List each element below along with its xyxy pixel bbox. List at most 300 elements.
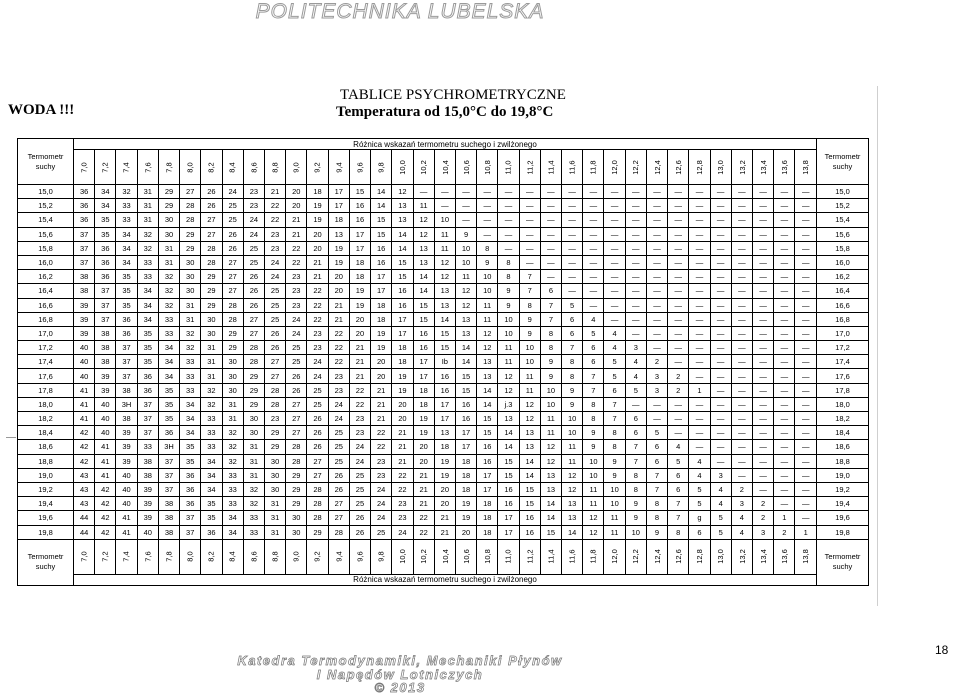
table-cell: 34 <box>158 341 179 355</box>
table-cell: 19 <box>307 213 328 227</box>
table-cell: 15 <box>392 255 413 269</box>
row-temperature-label-right: 17,0 <box>817 326 869 340</box>
table-cell: — <box>625 326 646 340</box>
table-cell: 10 <box>583 454 604 468</box>
table-row <box>18 326 869 340</box>
table-cell: 18 <box>455 454 476 468</box>
table-cell: 7 <box>668 497 689 511</box>
document-title: TABLICE PSYCHROMETRYCZNE <box>340 87 566 103</box>
table-cell: — <box>604 241 625 255</box>
table-cell: 11 <box>434 227 455 241</box>
table-cell: 14 <box>371 199 392 213</box>
column-header-label: 11,4 <box>546 159 556 175</box>
table-cell: — <box>774 241 795 255</box>
table-cell: 28 <box>307 511 328 525</box>
table-cell: — <box>731 213 752 227</box>
table-cell: 12 <box>583 511 604 525</box>
table-cell: 7 <box>519 270 540 284</box>
table-cell: 16 <box>392 284 413 298</box>
table-cell: 35 <box>158 383 179 397</box>
table-cell: 15 <box>519 482 540 496</box>
table-cell: — <box>498 199 519 213</box>
table-cell: 6 <box>562 326 583 340</box>
column-footer-label: 9,0 <box>291 551 301 562</box>
table-cell: — <box>668 326 689 340</box>
table-cell: — <box>625 270 646 284</box>
table-cell: 34 <box>158 355 179 369</box>
table-cell: 9 <box>583 440 604 454</box>
table-cell: — <box>795 298 817 312</box>
table-cell: 35 <box>116 270 137 284</box>
table-cell: — <box>731 355 752 369</box>
row-temperature-label-right: 16,2 <box>817 270 869 284</box>
table-cell: — <box>774 369 795 383</box>
column-footer <box>731 539 752 574</box>
table-cell: 41 <box>95 454 116 468</box>
table-cell: 11 <box>540 412 561 426</box>
table-cell: — <box>583 284 604 298</box>
table-cell: 19 <box>392 369 413 383</box>
table-cell: 37 <box>158 468 179 482</box>
table-cell: 22 <box>328 341 349 355</box>
column-header-label: 12,8 <box>694 159 704 175</box>
column-header-label: 10,8 <box>482 159 492 175</box>
column-footer <box>413 539 434 574</box>
table-cell: Ib <box>434 355 455 369</box>
table-cell: — <box>668 213 689 227</box>
table-cell: 30 <box>180 255 201 269</box>
table-cell: — <box>710 412 731 426</box>
table-cell: 24 <box>328 412 349 426</box>
table-cell: 40 <box>95 397 116 411</box>
column-footer-label: 13,4 <box>758 549 768 564</box>
table-cell: — <box>795 468 817 482</box>
table-cell: 5 <box>646 426 667 440</box>
table-cell: — <box>689 341 710 355</box>
corner-label-line: suchy <box>35 562 56 572</box>
table-cell: 10 <box>455 255 476 269</box>
column-header-label: 7,4 <box>122 161 132 173</box>
table-cell: — <box>646 213 667 227</box>
column-header-label: 13,8 <box>801 159 811 175</box>
table-cell: 14 <box>540 511 561 525</box>
table-cell: 21 <box>286 213 307 227</box>
table-cell: 20 <box>349 312 370 326</box>
table-cell: 15 <box>455 383 476 397</box>
table-cell: 24 <box>243 227 264 241</box>
table-cell: 3H <box>158 440 179 454</box>
table-cell: — <box>710 369 731 383</box>
table-cell: — <box>710 185 731 199</box>
table-cell: 8 <box>498 255 519 269</box>
table-cell: — <box>710 426 731 440</box>
column-header-label: 13,2 <box>737 159 747 175</box>
corner-label-line: suchy <box>35 161 56 171</box>
table-cell: 18 <box>349 270 370 284</box>
table-cell: 25 <box>349 468 370 482</box>
column-footer-label: 11,6 <box>567 549 577 564</box>
table-cell: 17 <box>371 270 392 284</box>
column-footer <box>753 539 774 574</box>
table-cell: 17 <box>434 397 455 411</box>
table-cell: 31 <box>222 412 243 426</box>
table-cell: 34 <box>95 199 116 213</box>
row-temperature-label: 15,8 <box>18 241 74 255</box>
table-cell: 35 <box>116 298 137 312</box>
table-cell: 31 <box>158 255 179 269</box>
table-cell: 40 <box>116 497 137 511</box>
column-footer <box>668 539 689 574</box>
column-footer-label: 10,4 <box>440 549 450 564</box>
column-header <box>434 150 455 185</box>
table-cell: 38 <box>95 341 116 355</box>
table-cell: 30 <box>243 412 264 426</box>
table-cell: 27 <box>264 369 285 383</box>
table-cell: 23 <box>328 369 349 383</box>
table-cell: 29 <box>158 199 179 213</box>
row-temperature-label: 15,0 <box>18 185 74 199</box>
table-cell: 37 <box>137 397 158 411</box>
table-cell: — <box>795 255 817 269</box>
table-cell: 27 <box>307 454 328 468</box>
table-cell: 17 <box>392 312 413 326</box>
table-cell: — <box>795 185 817 199</box>
column-footer-label: 13,2 <box>737 549 747 564</box>
table-cell: 12 <box>498 383 519 397</box>
table-cell: 32 <box>222 440 243 454</box>
table-cell: 8 <box>646 497 667 511</box>
table-cell: 16 <box>392 298 413 312</box>
table-cell: 14 <box>371 185 392 199</box>
table-cell: 35 <box>201 511 222 525</box>
column-header-label: 8,6 <box>249 161 259 173</box>
table-cell: 30 <box>222 369 243 383</box>
table-cell: 31 <box>137 185 158 199</box>
table-cell: — <box>731 255 752 269</box>
table-cell: 37 <box>95 312 116 326</box>
table-cell: 14 <box>477 397 498 411</box>
table-cell: — <box>583 185 604 199</box>
table-cell: 22 <box>413 525 434 539</box>
table-cell: 27 <box>286 397 307 411</box>
table-cell: 13 <box>519 426 540 440</box>
table-cell: 11 <box>604 511 625 525</box>
table-cell: 33 <box>243 511 264 525</box>
table-cell: 17 <box>349 227 370 241</box>
table-cell: 25 <box>328 440 349 454</box>
row-temperature-label-right: 19,6 <box>817 511 869 525</box>
table-cell: 32 <box>137 241 158 255</box>
table-cell: 18 <box>371 298 392 312</box>
table-cell: 23 <box>349 412 370 426</box>
table-cell: 33 <box>137 270 158 284</box>
institution-header: POLITECHNIKA LUBELSKA <box>255 0 545 23</box>
table-cell: 37 <box>116 341 137 355</box>
table-cell: 26 <box>222 227 243 241</box>
table-cell: 27 <box>201 213 222 227</box>
column-header <box>646 150 667 185</box>
table-cell: 36 <box>116 312 137 326</box>
table-cell: 21 <box>392 426 413 440</box>
row-temperature-label: 16,4 <box>18 284 74 298</box>
table-cell: — <box>731 440 752 454</box>
column-footer <box>710 539 731 574</box>
table-cell: 41 <box>74 412 95 426</box>
table-row <box>18 312 869 326</box>
table-cell: — <box>583 298 604 312</box>
table-cell: — <box>710 213 731 227</box>
table-cell: 29 <box>201 298 222 312</box>
table-cell: 35 <box>180 454 201 468</box>
table-cell: 39 <box>74 312 95 326</box>
table-cell: 9 <box>540 369 561 383</box>
table-cell: 15 <box>434 326 455 340</box>
table-cell: 1 <box>689 383 710 397</box>
table-cell: — <box>477 199 498 213</box>
table-cell: 35 <box>95 227 116 241</box>
table-cell: 16 <box>455 397 476 411</box>
table-cell: 27 <box>286 426 307 440</box>
table-cell: — <box>753 397 774 411</box>
column-footer <box>689 539 710 574</box>
table-cell: 10 <box>434 213 455 227</box>
table-cell: 22 <box>349 397 370 411</box>
table-cell: 33 <box>180 355 201 369</box>
column-footer-label: 9,2 <box>313 551 323 562</box>
table-cell: — <box>583 255 604 269</box>
table-cell: 24 <box>392 525 413 539</box>
table-cell: 13 <box>498 412 519 426</box>
table-cell: — <box>731 383 752 397</box>
table-cell: — <box>774 213 795 227</box>
table-cell: 18 <box>307 185 328 199</box>
table-cell: 42 <box>74 454 95 468</box>
table-cell: 24 <box>286 312 307 326</box>
table-cell: — <box>795 454 817 468</box>
table-cell: 19 <box>392 383 413 397</box>
table-cell: 11 <box>519 369 540 383</box>
table-cell: 4 <box>604 326 625 340</box>
table-cell: 9 <box>583 426 604 440</box>
table-cell: — <box>710 326 731 340</box>
table-cell: 2 <box>668 369 689 383</box>
table-cell: 25 <box>264 298 285 312</box>
table-cell: — <box>668 341 689 355</box>
row-temperature-label: 19,0 <box>18 468 74 482</box>
table-cell: 32 <box>201 383 222 397</box>
table-cell: 21 <box>371 397 392 411</box>
table-cell: 23 <box>307 326 328 340</box>
table-cell: — <box>625 213 646 227</box>
table-cell: 29 <box>201 270 222 284</box>
table-cell: 20 <box>392 397 413 411</box>
table-cell: — <box>731 326 752 340</box>
column-footer <box>455 539 476 574</box>
table-cell: 10 <box>477 270 498 284</box>
table-cell: — <box>774 270 795 284</box>
table-cell: 28 <box>243 355 264 369</box>
table-cell: 36 <box>74 199 95 213</box>
table-cell: 15 <box>371 213 392 227</box>
table-cell: — <box>774 312 795 326</box>
table-cell: 32 <box>222 454 243 468</box>
table-cell: 3 <box>753 525 774 539</box>
table-cell: — <box>774 227 795 241</box>
column-header <box>158 150 179 185</box>
table-cell: 31 <box>137 199 158 213</box>
table-cell: — <box>562 270 583 284</box>
table-cell: 11 <box>434 241 455 255</box>
column-footer-label: 13,8 <box>801 549 811 564</box>
corner-label-line: Termometr <box>27 552 64 562</box>
table-cell: — <box>668 312 689 326</box>
table-cell: 5 <box>583 326 604 340</box>
column-footer <box>540 539 561 574</box>
table-cell: 28 <box>201 241 222 255</box>
table-cell: 10 <box>498 312 519 326</box>
table-cell: 15 <box>413 312 434 326</box>
column-footer-label: 7,0 <box>79 551 89 562</box>
table-cell: 15 <box>455 369 476 383</box>
table-cell: 28 <box>222 298 243 312</box>
column-footer-label: 11,4 <box>546 549 556 564</box>
table-cell: — <box>753 298 774 312</box>
table-cell: 42 <box>95 497 116 511</box>
table-cell: 21 <box>392 454 413 468</box>
row-temperature-label: 15,6 <box>18 227 74 241</box>
table-row <box>18 497 869 511</box>
table-cell: 8 <box>540 341 561 355</box>
table-cell: — <box>540 185 561 199</box>
row-temperature-label-right: 18,8 <box>817 454 869 468</box>
bottom-left-dry-thermometer-header <box>18 539 74 585</box>
row-temperature-label-right: 16,8 <box>817 312 869 326</box>
table-cell: 30 <box>286 511 307 525</box>
table-cell: 18 <box>413 397 434 411</box>
table-cell: — <box>710 397 731 411</box>
table-cell: 12 <box>477 341 498 355</box>
table-cell: 12 <box>434 255 455 269</box>
row-temperature-label: 17,2 <box>18 341 74 355</box>
table-cell: — <box>795 241 817 255</box>
row-temperature-label-right: 18,0 <box>817 397 869 411</box>
column-header <box>392 150 413 185</box>
table-cell: 7 <box>604 412 625 426</box>
table-cell: 27 <box>307 468 328 482</box>
table-cell: 35 <box>180 440 201 454</box>
table-cell: — <box>689 426 710 440</box>
table-row <box>18 185 869 199</box>
column-header-label: 9,6 <box>355 161 365 173</box>
table-cell: — <box>604 298 625 312</box>
column-header-label: 12,0 <box>610 159 620 175</box>
table-cell: 31 <box>180 312 201 326</box>
table-cell: 25 <box>349 497 370 511</box>
column-footer <box>95 539 116 574</box>
table-cell: 36 <box>116 326 137 340</box>
table-cell: 24 <box>349 454 370 468</box>
table-cell: 38 <box>137 468 158 482</box>
row-temperature-label: 17,6 <box>18 369 74 383</box>
table-cell: — <box>583 213 604 227</box>
table-cell: 33 <box>116 199 137 213</box>
table-cell: — <box>604 255 625 269</box>
table-cell: 9 <box>562 383 583 397</box>
table-cell: — <box>753 312 774 326</box>
table-cell: 29 <box>243 369 264 383</box>
table-cell: — <box>795 440 817 454</box>
table-cell: — <box>731 270 752 284</box>
table-cell: 27 <box>222 284 243 298</box>
table-cell: — <box>710 199 731 213</box>
table-cell: 17 <box>477 482 498 496</box>
table-cell: 26 <box>222 241 243 255</box>
table-cell: 22 <box>349 383 370 397</box>
table-cell: — <box>540 270 561 284</box>
temperature-range-subtitle: Temperatura od 15,0°C do 19,8°C <box>336 104 554 120</box>
table-cell: — <box>774 497 795 511</box>
table-cell: 16 <box>371 255 392 269</box>
column-footer <box>625 539 646 574</box>
table-cell: 33 <box>222 468 243 482</box>
table-cell: 36 <box>95 255 116 269</box>
table-cell: 21 <box>413 497 434 511</box>
table-cell: 33 <box>116 213 137 227</box>
table-cell: 8 <box>604 440 625 454</box>
table-cell: — <box>795 482 817 496</box>
table-cell: 31 <box>201 341 222 355</box>
table-cell: — <box>646 241 667 255</box>
table-cell: 31 <box>264 511 285 525</box>
table-cell: — <box>710 383 731 397</box>
column-header <box>753 150 774 185</box>
table-cell: 31 <box>243 440 264 454</box>
column-header <box>74 150 95 185</box>
table-cell: — <box>710 355 731 369</box>
table-cell: — <box>646 270 667 284</box>
table-cell: — <box>774 284 795 298</box>
table-cell: 34 <box>201 482 222 496</box>
table-cell: — <box>519 213 540 227</box>
row-temperature-label: 19,8 <box>18 525 74 539</box>
column-footer-label: 9,8 <box>376 551 386 562</box>
table-cell: 40 <box>116 468 137 482</box>
table-cell: 35 <box>201 497 222 511</box>
table-cell: 25 <box>328 454 349 468</box>
table-cell: 26 <box>307 412 328 426</box>
table-cell: 24 <box>264 270 285 284</box>
row-temperature-label: 15,4 <box>18 213 74 227</box>
table-cell: — <box>689 227 710 241</box>
table-cell: 44 <box>74 525 95 539</box>
table-cell: 13 <box>413 255 434 269</box>
corner-label-line: Termometr <box>27 151 64 161</box>
table-cell: — <box>668 426 689 440</box>
table-cell: 11 <box>413 199 434 213</box>
table-cell: 36 <box>74 185 95 199</box>
row-temperature-label-right: 17,2 <box>817 341 869 355</box>
table-cell: — <box>646 284 667 298</box>
table-cell: 16 <box>498 497 519 511</box>
table-cell: 15 <box>498 454 519 468</box>
table-row <box>18 199 869 213</box>
table-cell: 27 <box>222 255 243 269</box>
table-cell: 39 <box>74 326 95 340</box>
table-cell: 28 <box>222 312 243 326</box>
table-cell: 26 <box>264 326 285 340</box>
table-cell: 34 <box>222 511 243 525</box>
table-cell: 18 <box>392 341 413 355</box>
